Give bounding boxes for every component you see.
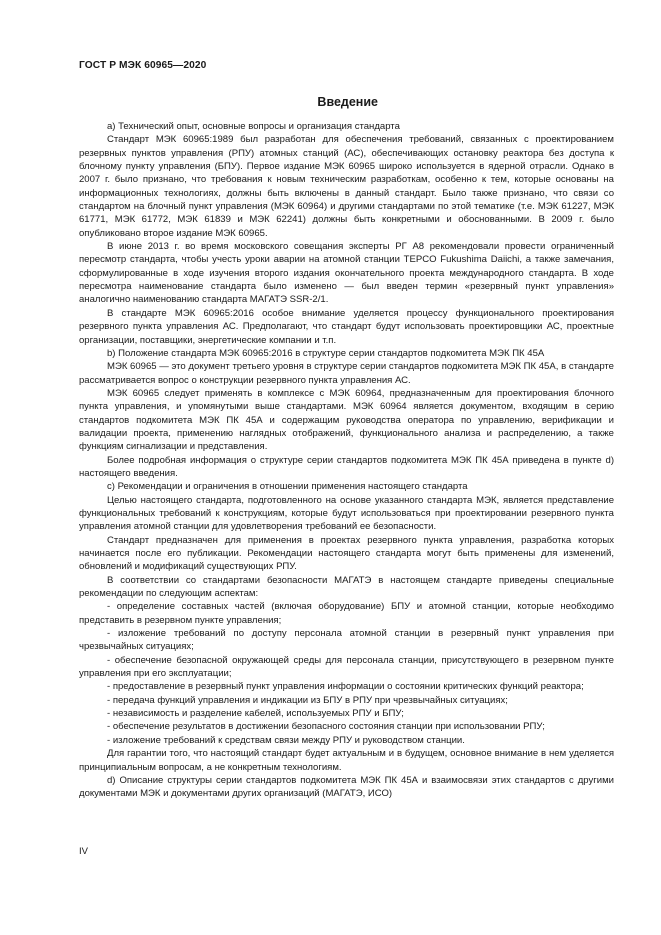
paragraph: Для гарантии того, что настоящий стандарт будет актуальным и в будущем, основное внимание в нем уделяется принципиальным вопросам, а не конкретным технологиям.: [79, 748, 614, 773]
paragraph-c-heading: с) Рекомендации и ограничения в отношении применения настоящего стандарта: [107, 481, 468, 493]
list-item: - предоставление в резервный пункт управления информации о состоянии критических функций реактора;: [107, 681, 584, 693]
document-header: ГОСТ Р МЭК 60965—2020: [79, 60, 207, 71]
page-number: IV: [79, 846, 88, 857]
paragraph: В соответствии со стандартами безопасности МАГАТЭ в настоящем стандарте приведены специальные рекомендации по следующим аспектам:: [79, 574, 614, 600]
paragraph: Стандарт МЭК 60965:1989 был разработан для обеспечения требований, связанных с проектированием резервных пунктов управления (РПУ) атомных станций (АС), обеспечивающих остановку реактора без доступа к блочному пункту управления (БПУ). Первое издание МЭК 60965 широко используется в ядерной отрасли. Однако в 2007 г. было признано, что требования к новым техническим разработкам, особенно к тем, которые основаны на информационных технологиях, должны быть включены в данный стандарт. Было также признано, что связи со стандартом на блочный пункт управления (МЭК 60964) и другими стандартами по этой тематике (т.е. МЭК 61227, МЭК 61771, МЭК 61772, МЭК 61839 и МЭК 62241) должны быть конкретными и обоснованными. В 2009 г. было опубликовано второе издание МЭК 60965.: [79, 134, 614, 239]
paragraph: В июне 2013 г. во время московского совещания эксперты РГ А8 рекомендовали провести ограниченный пересмотр стандарта, чтобы учесть уроки аварии на атомной станции TEPCO Fukushima Daiichi, а также замечания, сформулированные в ходе изучения второго издания окончательного проекта международного стандарта. В ходе пересмотра наименование стандарта было изменено — был введен термин «резервный пункт управления» аналогично наименованию стандарта МАГАТЭ SSR-2/1.: [79, 241, 614, 306]
list-item: - изложение требований по доступу персонала атомной станции в резервный пункт управления при чрезвычайных ситуациях;: [79, 628, 614, 653]
section-title: Введение: [317, 95, 378, 109]
list-item: - независимость и разделение кабелей, используемых РПУ и БПУ;: [107, 708, 404, 720]
list-item: - обеспечение безопасной окружающей среды для персонала станции, присутствующего в резервном пункте управления при его эксплуатации;: [79, 654, 614, 680]
list-item: - изложение требований к средствам связи между РПУ и руководством станции.: [107, 734, 465, 746]
paragraph: МЭК 60965 следует применять в комплексе с МЭК 60964, предназначенным для проектирования блочного пункта управления, и упомянутыми выше стандартами. МЭК 60964 является документом, входящим в серию стандартов подкомитета МЭК ПК 45А и содержащим руководства оператора по управлению, верификации и валидации проекта, применению наглядных отображений, функционального анализа и распределению, а также функциям сигнализации и представления.: [79, 387, 614, 453]
paragraph: В стандарте МЭК 60965:2016 особое внимание уделяется процессу функционального проектирования резервного пункта управления АС. Предполагают, что стандарт будут использовать проектировщики АС, проектные организации, поставщики, энергетические компании и т.п.: [79, 307, 614, 346]
paragraph: Целью настоящего стандарта, подготовленного на основе указанного стандарта МЭК, является представление функциональных требований к конструкциям, которые будут использоваться при проектировании резервного пункта управления атомной станции для удовлетворения требований ее безопасности.: [79, 494, 614, 533]
paragraph-d-heading: d) Описание структуры серии стандартов подкомитета МЭК ПК 45А и взаимосвязи этих стандартов с другими документами МЭК и документами других организаций (МАГАТЭ, ИСО): [79, 774, 614, 800]
paragraph: Стандарт предназначен для применения в проектах резервного пункта управления, разработка которых начинается после его публикации. Рекомендации настоящего стандарта могут быть применены для изменений, обновлений и модификаций существующих РПУ.: [79, 534, 614, 573]
paragraph-a-heading: а) Технический опыт, основные вопросы и организация стандарта: [107, 121, 400, 132]
list-item: - передача функций управления и индикации из БПУ в РПУ при чрезвычайных ситуациях;: [107, 694, 508, 706]
paragraph: Более подробная информация о структуре серии стандартов подкомитета МЭК ПК 45А приведена в пункте d) настоящего введения.: [79, 454, 614, 479]
paragraph-b-heading: b) Положение стандарта МЭК 60965:2016 в структуре серии стандартов подкомитета МЭК ПК 45А: [107, 347, 545, 359]
list-item: - определение составных частей (включая оборудование) БПУ и атомной станции, которые необходимо представить в резервном пункте управления;: [79, 601, 614, 626]
list-item: - обеспечение результатов в достижении безопасного состояния станции при использовании РПУ;: [107, 721, 545, 733]
document-body: [79, 120, 614, 801]
paragraph: МЭК 60965 — это документ третьего уровня в структуре серии стандартов подкомитета МЭК ПК 45А, в стандарте рассматривается вопрос о конструкции резервного пункта управления АС.: [79, 361, 614, 386]
